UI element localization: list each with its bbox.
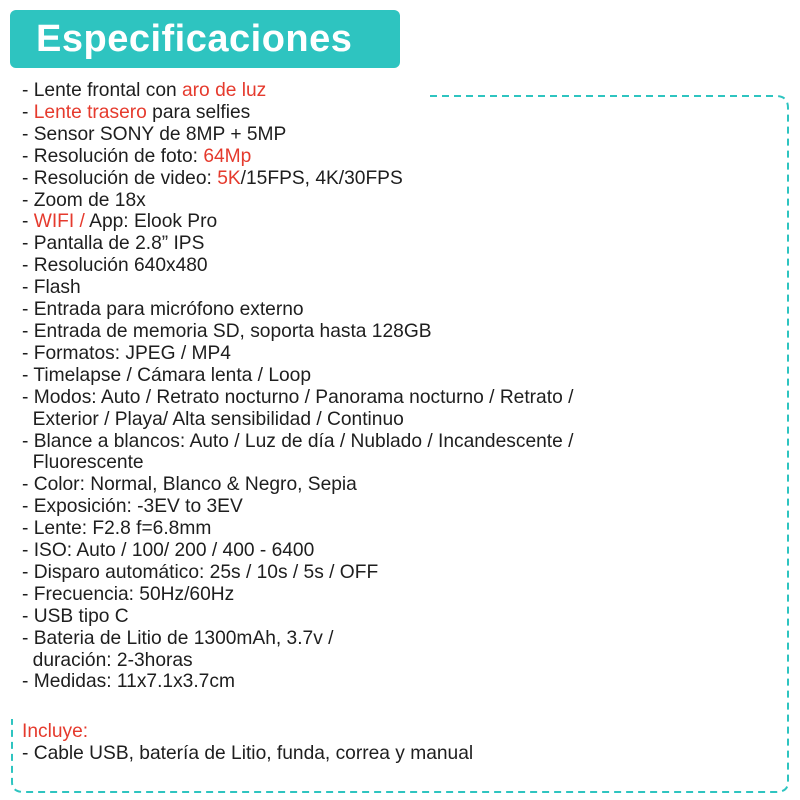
- spec-item: [22, 387, 573, 409]
- spec-text: - Lente: F2.8 f=6.8mm: [22, 518, 212, 540]
- includes-title: Incluye:: [22, 721, 89, 742]
- spec-highlight: 5K: [217, 167, 241, 189]
- spec-list: [22, 80, 573, 693]
- spec-item: [22, 146, 573, 168]
- spec-item: [22, 233, 573, 255]
- spec-text: para selfies: [146, 101, 251, 123]
- spec-item: [22, 277, 573, 299]
- spec-text: - Timelapse / Cámara lenta / Loop: [22, 364, 312, 386]
- spec-item: [22, 671, 573, 693]
- spec-item: [22, 299, 573, 321]
- spec-item: [22, 452, 573, 474]
- spec-item: [22, 628, 573, 650]
- spec-item: [22, 409, 573, 431]
- spec-text: - ISO: Auto / 100/ 200 / 400 - 6400: [22, 540, 315, 562]
- spec-item: [22, 124, 573, 146]
- spec-highlight: 64Mp: [203, 145, 252, 167]
- spec-text: - Formatos: JPEG / MP4: [22, 342, 231, 364]
- spec-item: [22, 518, 573, 540]
- spec-item: [22, 650, 573, 672]
- title-badge: [10, 10, 400, 68]
- spec-text: - Resolución de foto:: [22, 145, 204, 167]
- spec-item: [22, 211, 573, 233]
- spec-highlight: Lente trasero: [33, 101, 147, 123]
- spec-item: [22, 255, 573, 277]
- spec-item: [22, 321, 573, 343]
- spec-text: -: [22, 211, 34, 233]
- spec-text: - Exposición: -3EV to 3EV: [22, 496, 243, 518]
- spec-item: [22, 584, 573, 606]
- includes-item: - Cable USB, batería de Litio, funda, correa y manual: [22, 743, 474, 764]
- spec-item: [22, 431, 573, 453]
- spec-text: - Frecuencia: 50Hz/60Hz: [22, 583, 235, 605]
- spec-highlight: aro de luz: [182, 80, 267, 101]
- spec-item: [22, 540, 573, 562]
- spec-item: [22, 496, 573, 518]
- spec-item: [22, 562, 573, 584]
- spec-item: [22, 190, 573, 212]
- spec-text: - Color: Normal, Blanco & Negro, Sepia: [22, 474, 357, 496]
- spec-text: /15FPS, 4K/30FPS: [240, 167, 403, 189]
- spec-item: [22, 80, 573, 102]
- spec-text: -: [22, 101, 34, 123]
- spec-text: Fluorescente: [22, 452, 144, 474]
- page-title: Especificaciones: [36, 17, 353, 60]
- spec-text: - Modos: Auto / Retrato nocturno / Panorama nocturno / Retrato /: [22, 386, 574, 408]
- spec-text: - Bateria de Litio de 1300mAh, 3.7v /: [22, 627, 334, 649]
- spec-item: [22, 365, 573, 387]
- spec-text: - Lente frontal con: [22, 80, 182, 101]
- spec-text: - Entrada para micrófono externo: [22, 299, 304, 321]
- spec-text: - Resolución 640x480: [22, 255, 208, 277]
- spec-text: - USB tipo C: [22, 605, 129, 627]
- spec-text: - Disparo automático: 25s / 10s / 5s / OFF: [22, 561, 379, 583]
- spec-item: [22, 474, 573, 496]
- spec-text: - Entrada de memoria SD, soporta hasta 128GB: [22, 320, 432, 342]
- spec-item: [22, 606, 573, 628]
- spec-text: - Medidas: 11x7.1x3.7cm: [22, 671, 235, 693]
- spec-text: App: Elook Pro: [84, 211, 218, 233]
- spec-text: - Pantalla de 2.8” IPS: [22, 233, 205, 255]
- spec-text: - Flash: [22, 277, 81, 299]
- spec-item: [22, 168, 573, 190]
- spec-text: - Sensor SONY de 8MP + 5MP: [22, 123, 287, 145]
- spec-text: Exterior / Playa/ Alta sensibilidad / Continuo: [22, 408, 404, 430]
- spec-item: [22, 102, 573, 124]
- spec-text: - Zoom de 18x: [22, 189, 146, 211]
- spec-text: - Resolución de video:: [22, 167, 218, 189]
- spec-highlight: WIFI /: [33, 211, 85, 233]
- spec-text: - Blance a blancos: Auto / Luz de día / Nublado / Incandescente /: [22, 430, 574, 452]
- spec-item: [22, 343, 573, 365]
- spec-text: duración: 2-3horas: [22, 649, 193, 671]
